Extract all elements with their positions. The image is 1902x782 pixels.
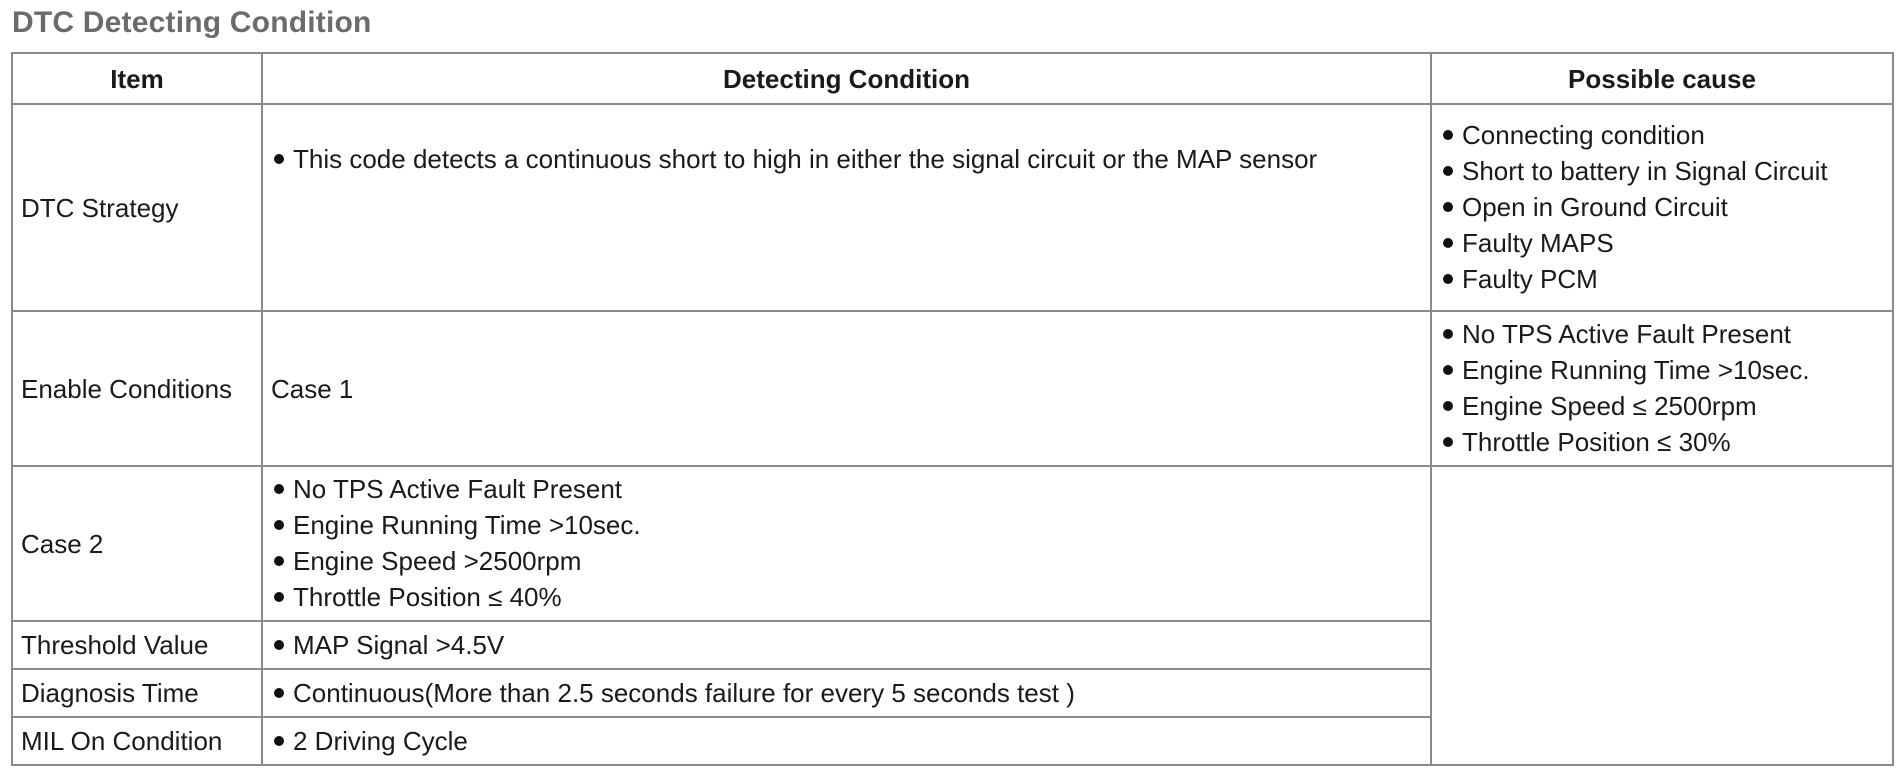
list-item: This code detects a continuous short to high in either the signal circuit or the MAP sensor [271, 141, 1422, 177]
page-title: DTC Detecting Condition [12, 6, 372, 39]
list-item: Continuous(More than 2.5 seconds failure for every 5 seconds test ) [271, 675, 1422, 711]
row-item: MIL On Condition [12, 717, 262, 765]
row-condition [262, 466, 1431, 621]
list-item: Short to battery in Signal Circuit [1440, 153, 1884, 189]
header-cause: Possible cause [1431, 53, 1893, 104]
dtc-table [11, 52, 1894, 766]
row-item: Case 2 [12, 466, 262, 621]
list-item: 2 Driving Cycle [271, 723, 1422, 759]
row-item: Diagnosis Time [12, 669, 262, 717]
row-condition [262, 717, 1431, 765]
list-item: Engine Speed ≤ 2500rpm [1440, 388, 1884, 424]
row-condition [262, 669, 1431, 717]
list-item: Throttle Position ≤ 30% [1440, 424, 1884, 460]
row-condition [262, 104, 1431, 311]
list-item: Connecting condition [1440, 117, 1884, 153]
list-item: Throttle Position ≤ 40% [271, 579, 1422, 615]
header-row [12, 53, 1893, 104]
row-item: Threshold Value [12, 621, 262, 669]
list-item: Engine Running Time >10sec. [271, 507, 1422, 543]
row-cause [1431, 104, 1893, 311]
list-item: Faulty PCM [1440, 261, 1884, 297]
row-condition [262, 621, 1431, 669]
list-item: No TPS Active Fault Present [271, 471, 1422, 507]
table-row [12, 466, 1893, 621]
list-item: No TPS Active Fault Present [1440, 316, 1884, 352]
header-item: Item [12, 53, 262, 104]
list-item: Faulty MAPS [1440, 225, 1884, 261]
row-condition: Case 1 [262, 311, 1431, 466]
list-item: MAP Signal >4.5V [271, 627, 1422, 663]
row-item: Enable Conditions [12, 311, 262, 466]
table-row [12, 104, 1893, 311]
list-item: Engine Running Time >10sec. [1440, 352, 1884, 388]
list-item: Engine Speed >2500rpm [271, 543, 1422, 579]
header-condition: Detecting Condition [262, 53, 1431, 104]
row-cause-empty [1431, 466, 1893, 765]
table-row [12, 311, 1893, 466]
list-item: Open in Ground Circuit [1440, 189, 1884, 225]
row-item: DTC Strategy [12, 104, 262, 311]
row-cause [1431, 311, 1893, 466]
